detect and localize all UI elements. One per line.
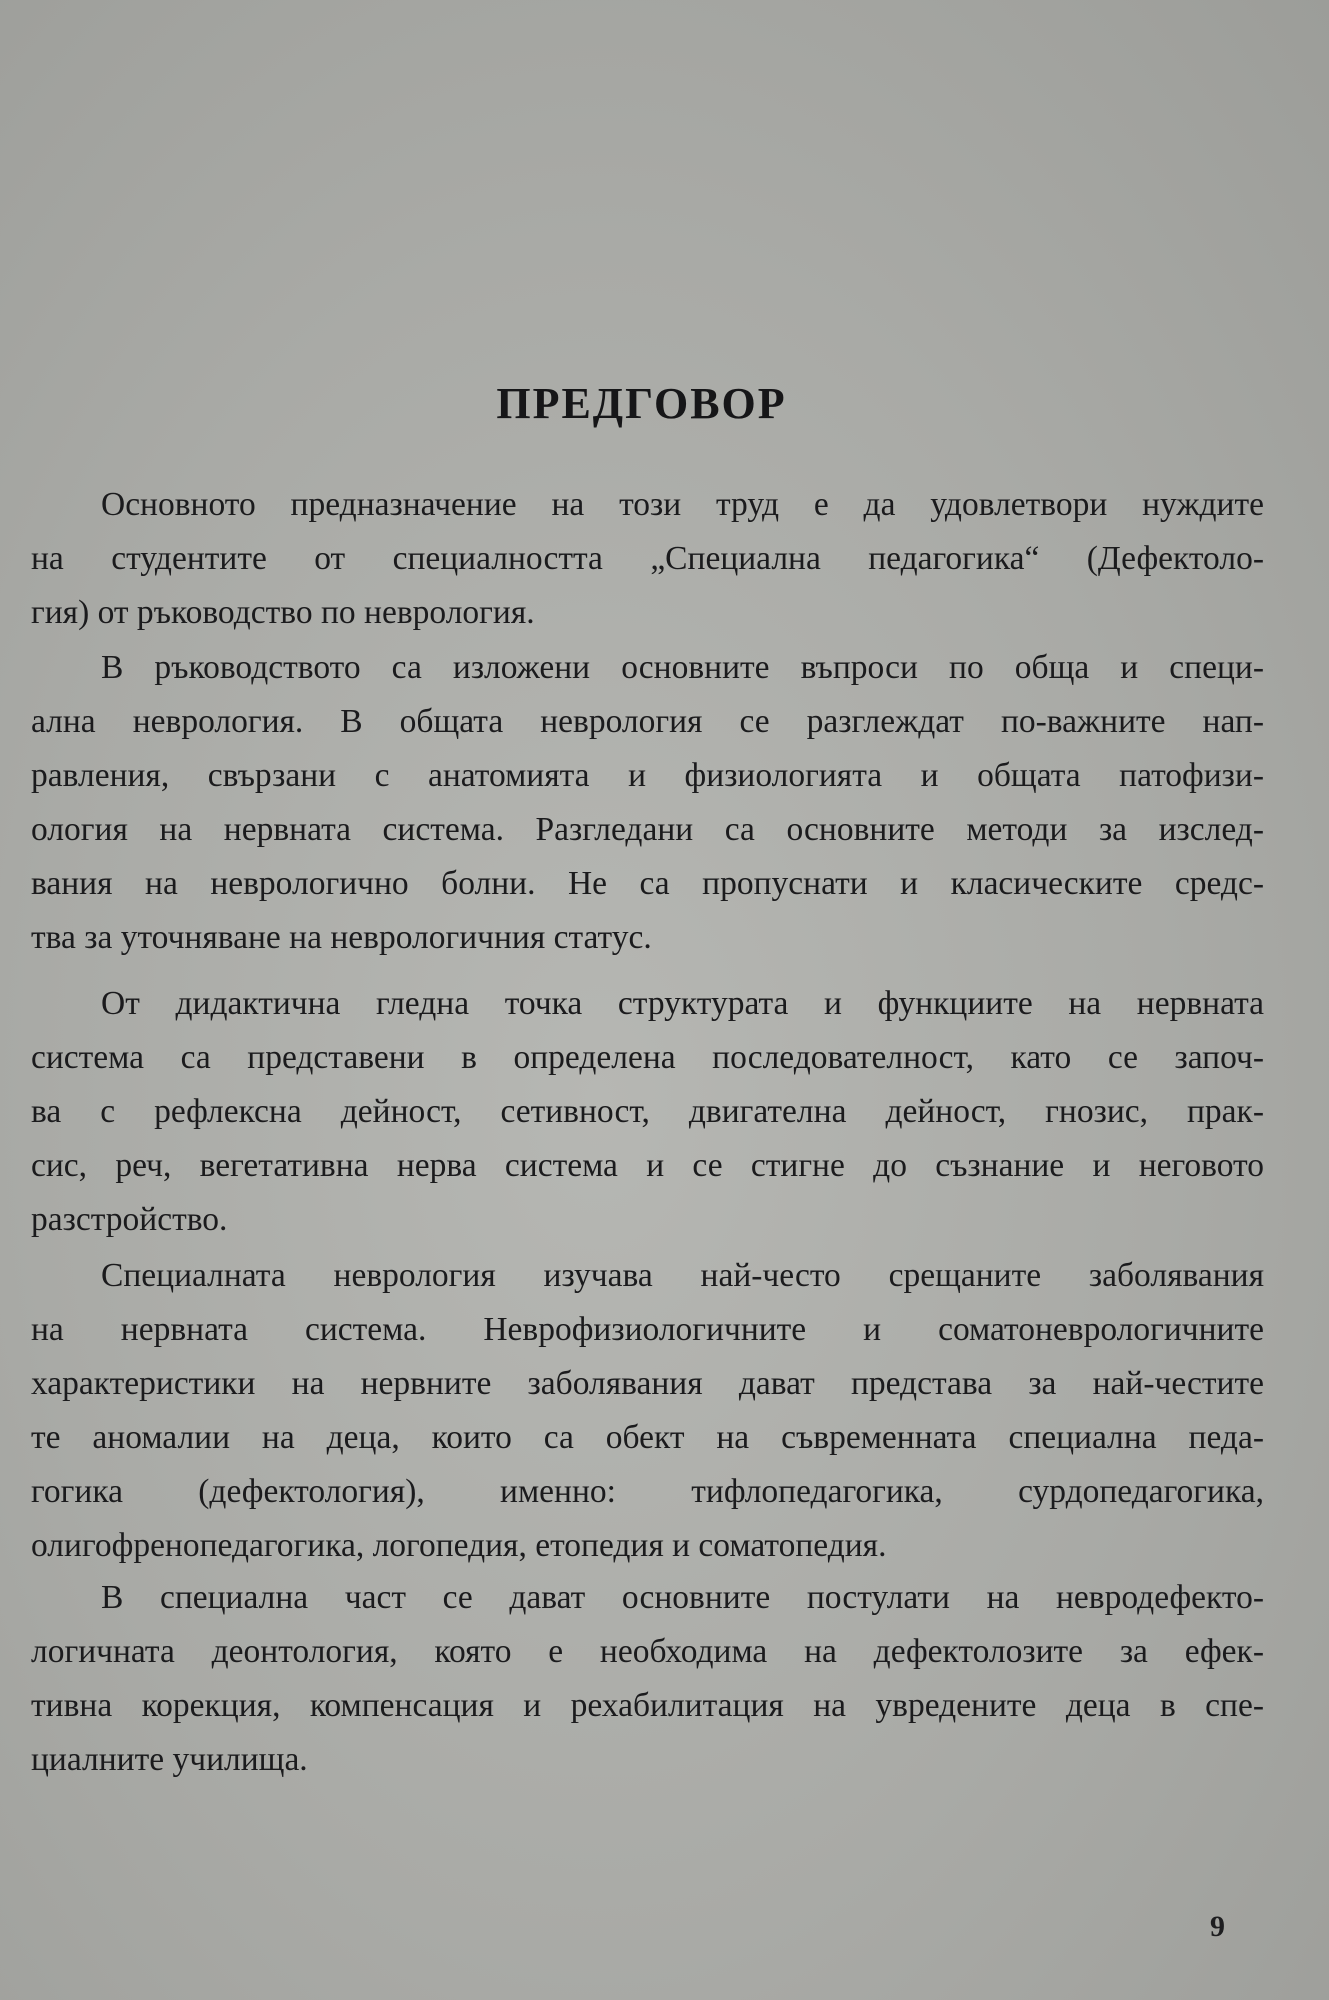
text-line: те аномалии на деца, които са обект на съвременната специална педа-: [31, 1419, 1264, 1456]
text-line: ология на нервната система. Разгледани са основните методи за изслед-: [31, 811, 1264, 848]
text-line: тивна корекция, компенсация и рехабилитация на увредените деца в спе-: [31, 1687, 1264, 1724]
text-line: В специална част се дават основните постулати на невродефекто-: [101, 1579, 1264, 1616]
text-line: циалните училища.: [31, 1741, 308, 1778]
text-line: ва с рефлексна дейност, сетивност, двигателна дейност, гнозис, прак-: [31, 1093, 1264, 1130]
text-line: логичната деонтология, която е необходима на дефектолозите за ефек-: [31, 1633, 1264, 1670]
page-number: 9: [1210, 1910, 1225, 1943]
text-line: гогика (дефектология), именно: тифлопедагогика, сурдопедагогика,: [31, 1473, 1264, 1510]
text-line: характеристики на нервните заболявания дават представа за най-честите: [31, 1365, 1264, 1402]
text-line: В ръководството са изложени основните въпроси по обща и специ-: [101, 649, 1264, 686]
text-line: От дидактична гледна точка структурата и функциите на нервната: [101, 985, 1264, 1022]
text-line: на студентите от специалността „Специална педагогика“ (Дефектоло-: [31, 540, 1264, 577]
text-line: вания на неврологично болни. Не са пропуснати и класическите средс-: [31, 865, 1264, 902]
page-title: ПРЕДГОВОР: [496, 379, 787, 428]
text-line: Основното предназначение на този труд е да удовлетвори нуждите: [101, 486, 1264, 523]
text-line: тва за уточняване на неврологичния статус.: [31, 919, 652, 956]
paragraph-4: [31, 1249, 1264, 1573]
paragraph-3: [31, 977, 1264, 1247]
text-line: олигофренопедагогика, логопедия, етопедия и соматопедия.: [31, 1527, 887, 1564]
text-line: система са представени в определена последователност, като се започ-: [31, 1039, 1264, 1076]
paragraph-2: [31, 641, 1264, 965]
paragraph-5: [31, 1571, 1264, 1787]
text-line: разстройство.: [31, 1201, 228, 1238]
text-line: сис, реч, вегетативна нерва система и се стигне до съзнание и неговото: [31, 1147, 1264, 1184]
text-line: гия) от ръководство по неврология.: [31, 594, 535, 631]
text-line: ална неврология. В общата неврология се разглеждат по-важните нап-: [31, 703, 1264, 740]
text-line: равления, свързани с анатомията и физиологията и общата патофизи-: [31, 757, 1264, 794]
paragraph-1: [31, 478, 1264, 640]
text-line: Специалната неврология изучава най-често срещаните заболявания: [101, 1257, 1264, 1294]
text-line: на нервната система. Неврофизиологичните и соматоневрологичните: [31, 1311, 1264, 1348]
